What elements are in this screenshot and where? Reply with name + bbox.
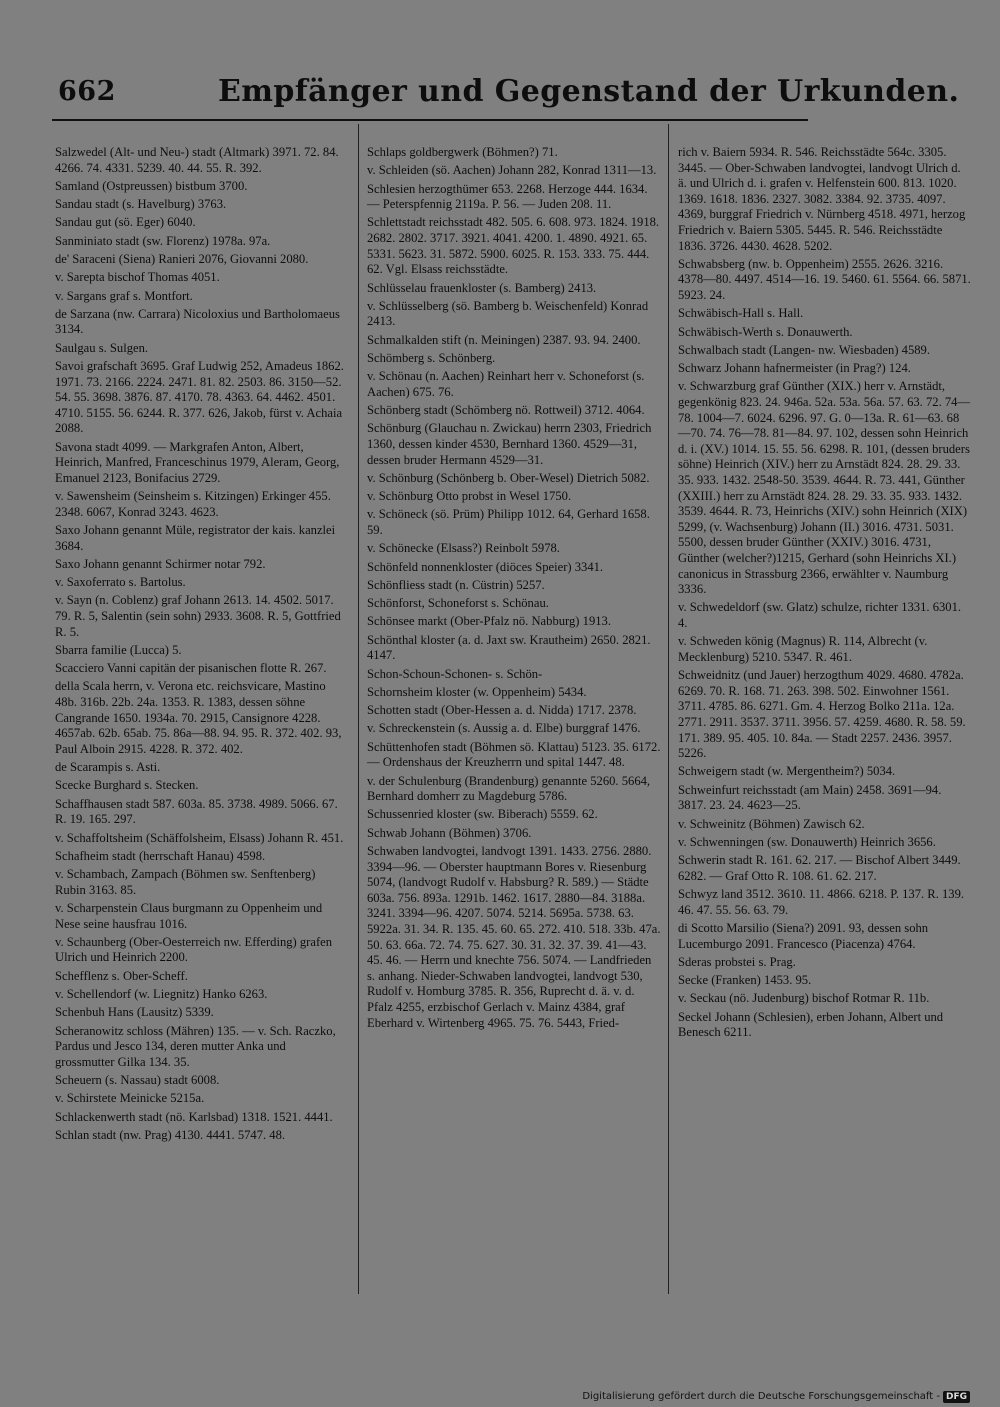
index-entry: Schaffhausen stadt 587. 603a. 85. 3738. 4989. 5066. 67. R. 19. 165. 297. bbox=[55, 796, 338, 827]
column-rule-left bbox=[358, 124, 359, 1294]
index-entry: Schenbuh Hans (Lausitz) 5339. bbox=[55, 1005, 214, 1020]
index-entry: v. Sayn (n. Coblenz) graf Johann 2613. 14. 4502. 5017. 79. R. 5, Salentin (sein sohn) 2933. 3608. R. 5, Gottfried R. 5. bbox=[55, 593, 341, 639]
index-entry: Saxo Johann genannt Müle, registrator der kais. kanzlei 3684. bbox=[55, 523, 336, 553]
index-entry: v. Schönburg Otto probst in Wesel 1750. bbox=[367, 489, 572, 504]
index-entry: Schornsheim kloster (w. Oppenheim) 5434. bbox=[367, 684, 587, 699]
index-entry: Sbarra familie (Lucca) 5. bbox=[55, 642, 182, 657]
index-entry: Schwaben landvogtei, landvogt 1391. 1433. 2756. 2880. 3394—96. — Oberster hauptmann Bores v. Riesenburg 5074, (landvogt Rudolf v. Habsburg? R. 589.) — Städte 603a. 756. 893a. 1291b. 1462. 1617. 2880—84. 3188a. 3241. 3394—96. 4207. 5074. 5214. 5695a. 5738. 63. 5922a. 31. 34. R. 135. 45. 60. 65. 272. 410. 518. 33b. 47a. 50. 63. 66a. 72. 74. 75. 627. 30. 31. 32. 37. 39. 41—43. 45. 46. — Herrn und knechte 756. 5074. — Landfrieden s. anhang. Nieder-Schwaben landvogtei, landvogt 530, Rudolf v. Homburg 3785. R. 356, Ruprecht d. ä. v. d. Pfalz 4255, erzbischof Gerlach v. Mainz 4384, graf Eberhard v. Wirtenberg 4965. 75. 76. 5443, Fried- bbox=[367, 844, 661, 1030]
page-number: 662 bbox=[58, 76, 116, 107]
index-entry: Salzwedel (Alt- und Neu-) stadt (Altmark) 3971. 72. 84. 4266. 74. 4331. 5239. 40. 44. 55. R. 392. bbox=[55, 145, 339, 175]
index-entry: v. Sarepta bischof Thomas 4051. bbox=[55, 270, 220, 285]
index-entry: Schönfeld nonnenkloster (diöces Speier) 3341. bbox=[367, 559, 604, 574]
index-entry: Schwalbach stadt (Langen- nw. Wiesbaden) 4589. bbox=[678, 342, 930, 357]
title-rule bbox=[52, 119, 808, 121]
index-entry: v. Schöneck (sö. Prüm) Philipp 1012. 64, Gerhard 1658. 59. bbox=[367, 507, 650, 537]
index-column-3 bbox=[678, 145, 971, 1044]
index-column-1 bbox=[55, 145, 345, 1146]
index-entry: Schönthal kloster (a. d. Jaxt sw. Krautheim) 2650. 2821. 4147. bbox=[367, 632, 651, 663]
index-entry: v. Schönburg (Schönberg b. Ober-Wesel) Dietrich 5082. bbox=[367, 470, 650, 485]
index-entry: Schwyz land 3512. 3610. 11. 4866. 6218. P. 137. R. 139. 46. 47. 55. 56. 63. 79. bbox=[678, 887, 965, 917]
index-entry: v. Schirstete Meinicke 5215a. bbox=[55, 1091, 205, 1106]
index-entry: v. Schwarzburg graf Günther (XIX.) herr v. Arnstädt, gegenkönig 823. 24. 946a. 52a. 53a. 56a. 57. 63. 72. 74—78. 1004—7. 6024. 6296. 97. G. 0—13a. R. 61—63. 68—70. 74. 76—78. 81—84. 97. 102, dessen sohn Heinrich d. i. (XV.) 1014. 15. 55. 56. 6298. R. 101, (dessen bruders söhne) Heinrich (XIV.) herr zu Arnstädt 824. 28. 29. 33. 35. 933. 1432. 2548-50. 3539. 4644. R. 73. 441, Günther (XXIII.) herr zu Arnstädt 824. 28. 29. 33. 35. 933. 1432. 3539. 4644. R. 73, Heinrichs (XIV.) sohn Heinrich (XIX) 5299, (v. Wachsenburg) Johann (II.) 3016. 4731. 5031. 5500, dessen bruder Günther (XXIV.) 3016. 4731, Günther (welcher?)1215, Gerhard (sohn Heinrichs XI.) canonicus in Strassburg 2366, erwählter v. Naumburg 3336. bbox=[678, 379, 971, 597]
index-entry: Schönberg stadt (Schömberg nö. Rottweil) 3712. 4064. bbox=[367, 403, 645, 418]
index-entry: v. der Schulenburg (Brandenburg) genannte 5260. 5664, Bernhard domherr zu Magdeburg 5786. bbox=[367, 773, 651, 804]
index-entry: Schwäbisch-Werth s. Donauwerth. bbox=[678, 324, 853, 339]
index-entry: v. Sargans graf s. Montfort. bbox=[55, 288, 193, 303]
page-title: Empfänger und Gegenstand der Urkunden. bbox=[218, 74, 960, 109]
index-entry: Schweidnitz (und Jauer) herzogthum 4029. 4680. 4782a. 6269. 70. R. 168. 71. 263. 398. 502. Einwohner 1561. 3711. 4785. 86. 6271. Gm. 4. Herzog Bolko 211a. 12a. 2771. 2911. 3537. 3711. 3956. 57. 4259. 4680. R. 58. 59. 171. 389. 95. 405. 10. 84a. — Stadt 2257. 2436. 3957. 5226. bbox=[678, 668, 966, 761]
index-entry: de Sarzana (nw. Carrara) Nicoloxius und Bartholomaeus 3134. bbox=[55, 306, 340, 337]
index-entry: Schüttenhofen stadt (Böhmen sö. Klattau) 5123. 35. 6172. — Ordenshaus der Kreuzherrn und spital 1447. 48. bbox=[367, 739, 661, 770]
column-rule-right bbox=[668, 124, 669, 1294]
index-column-2 bbox=[367, 145, 662, 1034]
index-entry: Schlan stadt (nw. Prag) 4130. 4441. 5747. 48. bbox=[55, 1127, 286, 1142]
index-entry: Schlesien herzogthümer 653. 2268. Herzoge 444. 1634. — Peterspfennig 2119a. P. 56. — Juden 208. 11. bbox=[367, 181, 648, 212]
index-entry: Schönsee markt (Ober-Pfalz nö. Nabburg) 1913. bbox=[367, 614, 611, 629]
index-entry: Scheuern (s. Nassau) stadt 6008. bbox=[55, 1073, 220, 1088]
index-entry: v. Schönecke (Elsass?) Reinbolt 5978. bbox=[367, 541, 560, 556]
index-entry: v. Schellendorf (w. Liegnitz) Hanko 6263. bbox=[55, 987, 268, 1002]
index-entry: v. Schambach, Zampach (Böhmen sw. Senftenberg) Rubin 3163. 85. bbox=[55, 867, 316, 897]
index-entry: v. Schleiden (sö. Aachen) Johann 282, Konrad 1311—13. bbox=[367, 163, 657, 178]
index-entry: Schwäbisch-Hall s. Hall. bbox=[678, 306, 804, 321]
index-entry: v. Schlüsselberg (sö. Bamberg b. Weischenfeld) Konrad 2413. bbox=[367, 298, 649, 329]
index-entry: Schmalkalden stift (n. Meiningen) 2387. 93. 94. 2400. bbox=[367, 332, 641, 347]
index-entry: v. Sawensheim (Seinsheim s. Kitzingen) Erkinger 455. 2348. 6067, Konrad 3243. 4623. bbox=[55, 489, 331, 519]
index-entry: v. Schaffoltsheim (Schäffolsheim, Elsass) Johann R. 451. bbox=[55, 830, 344, 845]
index-entry: v. Schwedeldorf (sw. Glatz) schulze, richter 1331. 6301. 4. bbox=[678, 600, 962, 631]
index-entry: Schömberg s. Schönberg. bbox=[367, 350, 496, 365]
index-entry: Sandau stadt (s. Havelburg) 3763. bbox=[55, 197, 227, 212]
index-entry: Savona stadt 4099. — Markgrafen Anton, Albert, Heinrich, Manfred, Franceschinus 1979, Aleram, Georg, Emanuel 2123, Bonifacius 2729. bbox=[55, 439, 340, 485]
index-entry: de' Saraceni (Siena) Ranieri 2076, Giovanni 2080. bbox=[55, 252, 309, 266]
index-entry: Schlackenwerth stadt (nö. Karlsbad) 1318. 1521. 4441. bbox=[55, 1109, 333, 1124]
index-entry: Scacciero Vanni capitän der pisanischen flotte R. 267. bbox=[55, 661, 327, 676]
index-entry: Schönfliess stadt (n. Cüstrin) 5257. bbox=[367, 577, 545, 592]
index-entry: Schafheim stadt (herrschaft Hanau) 4598. bbox=[55, 848, 266, 863]
footer-credit bbox=[582, 1391, 970, 1403]
index-entry: Schwerin stadt R. 161. 62. 217. — Bischof Albert 3449. 6282. — Graf Otto R. 108. 61. 62. 217. bbox=[678, 853, 961, 883]
index-entry: v. Schweinitz (Böhmen) Zawisch 62. bbox=[678, 816, 865, 831]
dfg-logo: DFG bbox=[943, 1391, 970, 1403]
index-entry: Scheranowitz schloss (Mähren) 135. — v. Sch. Raczko, Pardus und Jesco 134, deren mutter Anka und grossmutter Gilka 134. 35. bbox=[55, 1023, 336, 1069]
index-entry: Scecke Burghard s. Stecken. bbox=[55, 778, 199, 793]
index-entry: v. Schreckenstein (s. Aussig a. d. Elbe) burggraf 1476. bbox=[367, 721, 641, 736]
index-entry: v. Schönau (n. Aachen) Reinhart herr v. Schoneforst (s. Aachen) 675. 76. bbox=[367, 369, 645, 399]
index-entry: della Scala herrn, v. Verona etc. reichsvicare, Mastino 48b. 316b. 22b. 24a. 1353. R. 1383, dessen söhne Cangrande 1650. 1934a. 70. 2915, Cansignore 4228. 4657ab. 62b. 65ab. 75. 86a—88. 94. 95. R. 372. 402. 93, Paul Alboin 2915. 4228. R. 372. 402. bbox=[55, 679, 342, 756]
index-entry: Sanminiato stadt (sw. Florenz) 1978a. 97a. bbox=[55, 233, 271, 248]
index-entry: Schussenried kloster (sw. Biberach) 5559. 62. bbox=[367, 807, 598, 822]
index-entry: Schwabsberg (nw. b. Oppenheim) 2555. 2626. 3216. 4378—80. 4497. 4514—16. 19. 5460. 61. 5564. 66. 5871. 5923. 24. bbox=[678, 256, 971, 303]
index-entry: v. Schwenningen (sw. Donauwerth) Heinrich 3656. bbox=[678, 834, 936, 849]
index-entry: Schweigern stadt (w. Mergentheim?) 5034. bbox=[678, 764, 896, 779]
index-entry: Seckel Johann (Schlesien), erben Johann, Albert und Benesch 6211. bbox=[678, 1009, 944, 1040]
index-entry: Schotten stadt (Ober-Hessen a. d. Nidda) 1717. 2378. bbox=[367, 703, 637, 718]
index-entry: Schweinfurt reichsstadt (am Main) 2458. 3691—94. 3817. 23. 24. 4623—25. bbox=[678, 782, 942, 813]
index-entry: Schefflenz s. Ober-Scheff. bbox=[55, 968, 188, 983]
index-entry: Schwarz Johann hafnermeister (in Prag?) 124. bbox=[678, 361, 911, 376]
index-entry: v. Scharpenstein Claus burgmann zu Oppenheim und Nese seine hausfrau 1016. bbox=[55, 901, 323, 931]
index-entry: Schwab Johann (Böhmen) 3706. bbox=[367, 825, 532, 840]
index-entry: Schlaps goldbergwerk (Böhmen?) 71. bbox=[367, 145, 558, 159]
index-entry: di Scotto Marsilio (Siena?) 2091. 93, dessen sohn Lucemburgo 2091. Francesco (Piacenza) 4764. bbox=[678, 920, 929, 951]
index-entry: Sandau gut (sö. Eger) 6040. bbox=[55, 215, 196, 230]
index-entry: v. Schweden könig (Magnus) R. 114, Albrecht (v. Mecklenburg) 5210. 5347. R. 461. bbox=[678, 634, 928, 664]
footer-credit-text: Digitalisierung gefördert durch die Deutsche Forschungsgemeinschaft - bbox=[582, 1391, 940, 1402]
index-entry: Schon-Schoun-Schonen- s. Schön- bbox=[367, 666, 543, 681]
index-entry: Schönforst, Schoneforst s. Schönau. bbox=[367, 596, 549, 611]
index-entry: Schönburg (Glauchau n. Zwickau) herrn 2303, Friedrich 1360, dessen kinder 4530, Bernhard 1360. 4529—31, dessen bruder Hermann 4529—31. bbox=[367, 421, 652, 467]
index-entry: Sderas probstei s. Prag. bbox=[678, 954, 796, 969]
index-entry: Secke (Franken) 1453. 95. bbox=[678, 973, 812, 988]
index-entry: Schlettstadt reichsstadt 482. 505. 6. 608. 973. 1824. 1918. 2682. 2802. 3717. 3921. 4041. 4200. 1. 4890. 4921. 65. 5331. 5623. 31. 5872. 5900. 6025. R. 153. 333. 75. 444. 62. Vgl. Elsass reichsstädte. bbox=[367, 215, 660, 277]
index-entry: rich v. Baiern 5934. R. 546. Reichsstädte 564c. 3305. 3445. — Ober-Schwaben landvogtei, landvogt Ulrich d. ä. und Ulrich d. i. grafen v. Helfenstein 600. 813. 1020. 1369. 1618. 1836. 2327. 3082. 3384. 92. 3735. 4097. 4369, burggraf Friedrich v. Nürnberg 4518. 4971, herzog Friedrich v. Baiern 5305. 5445. R. 546. Reichsstädte 1836. 3726. 4430. 4628. 5202. bbox=[678, 145, 966, 253]
index-entry: Savoi grafschaft 3695. Graf Ludwig 252, Amadeus 1862. 1971. 73. 2166. 2224. 2471. 81. 82. 2503. 86. 3150—52. 54. 55. 3698. 3876. 87. 4170. 78. 4363. 64. 4462. 4501. 4710. 5155. 56. 6244. R. 377. 626, Jakob, fürst v. Achaia 2088. bbox=[55, 359, 344, 436]
index-entry: de Scarampis s. Asti. bbox=[55, 760, 161, 775]
index-entry: v. Saxoferrato s. Bartolus. bbox=[55, 575, 186, 590]
index-entry: Saulgau s. Sulgen. bbox=[55, 340, 149, 355]
index-entry: v. Seckau (nö. Judenburg) bischof Rotmar R. 11b. bbox=[678, 991, 930, 1006]
index-entry: Saxo Johann genannt Schirmer notar 792. bbox=[55, 556, 266, 571]
index-entry: Samland (Ostpreussen) bistbum 3700. bbox=[55, 178, 248, 193]
index-entry: Schlüsselau frauenkloster (s. Bamberg) 2413. bbox=[367, 280, 597, 295]
index-entry: v. Schaunberg (Ober-Oesterreich nw. Efferding) grafen Ulrich und Heinrich 2200. bbox=[55, 934, 333, 965]
